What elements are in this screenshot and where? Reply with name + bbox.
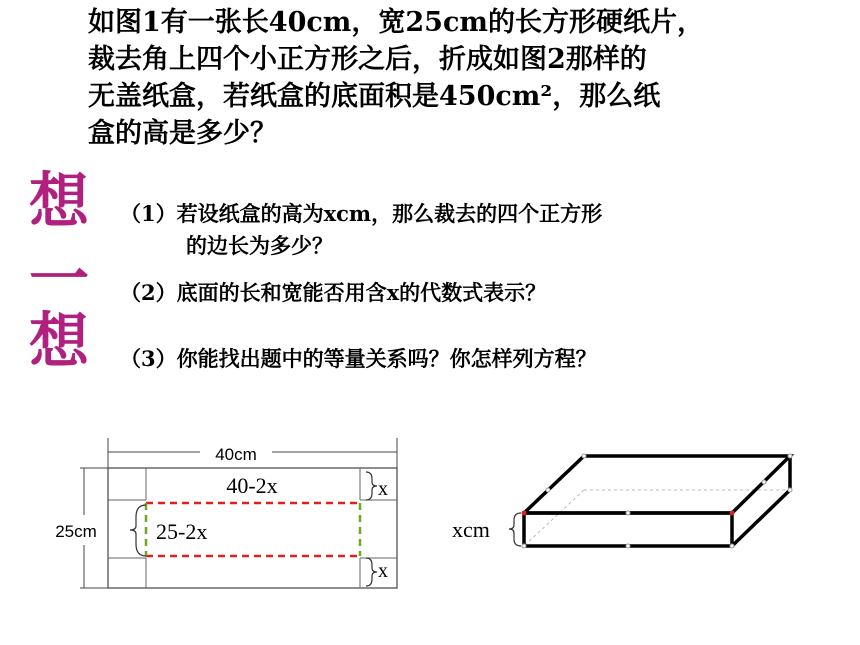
problem-line: 裁去角上四个小正方形之后，折成如图2那样的 xyxy=(88,44,647,75)
box-right-bottom-edge xyxy=(732,490,790,546)
height-dim-label: 25cm xyxy=(55,522,97,541)
think-char-3: 想 xyxy=(29,307,89,377)
vertex-marker xyxy=(788,488,792,492)
box-height-label: xcm xyxy=(452,517,490,542)
brace-right-top-icon xyxy=(366,472,377,500)
brace-height-icon xyxy=(509,513,521,546)
think-char-2: 一 xyxy=(29,245,89,315)
vertex-marker xyxy=(730,544,734,548)
vertex-marker xyxy=(582,454,586,458)
question-2: （2）底面的长和宽能否用含x的代数式表示？ xyxy=(120,280,547,305)
think-char-1: 想 xyxy=(29,167,89,237)
question-1-line-2: 的边长为多少？ xyxy=(186,233,333,258)
figure-1 xyxy=(55,438,397,588)
vertex-marker xyxy=(626,511,630,515)
problem-line: 无盖纸盒，若纸盒的底面积是450cm²，那么纸 xyxy=(88,81,661,112)
problem-line: 盒的高是多少？ xyxy=(88,118,277,149)
box-front-face xyxy=(524,513,732,546)
figure-2 xyxy=(452,454,792,548)
hidden-edge xyxy=(524,490,584,546)
corner-bottom-label: x xyxy=(378,560,388,582)
box-rim xyxy=(524,456,790,513)
vertex-marker xyxy=(788,454,792,458)
inner-length-label: 40-2x xyxy=(226,473,278,498)
vertex-marker xyxy=(522,544,526,548)
width-dim-label: 40cm xyxy=(215,445,257,464)
vertex-marker xyxy=(626,544,630,548)
inner-width-label: 25-2x xyxy=(156,519,208,544)
corner-top-label: x xyxy=(378,478,388,500)
vertex-marker xyxy=(546,488,550,492)
vertex-marker xyxy=(762,480,766,484)
brace-right-bottom-icon xyxy=(366,558,377,586)
problem-line: 如图1有一张长40cm，宽25cm的长方形硬纸片， xyxy=(88,7,704,38)
vertex-marker xyxy=(730,511,735,516)
vertex-marker xyxy=(522,511,527,516)
brace-left-icon xyxy=(130,505,146,556)
question-3: （3）你能找出题中的等量关系吗？你怎样列方程？ xyxy=(120,346,597,371)
question-1-line-1: （1）若设纸盒的高为xcm，那么裁去的四个正方形 xyxy=(120,201,603,226)
